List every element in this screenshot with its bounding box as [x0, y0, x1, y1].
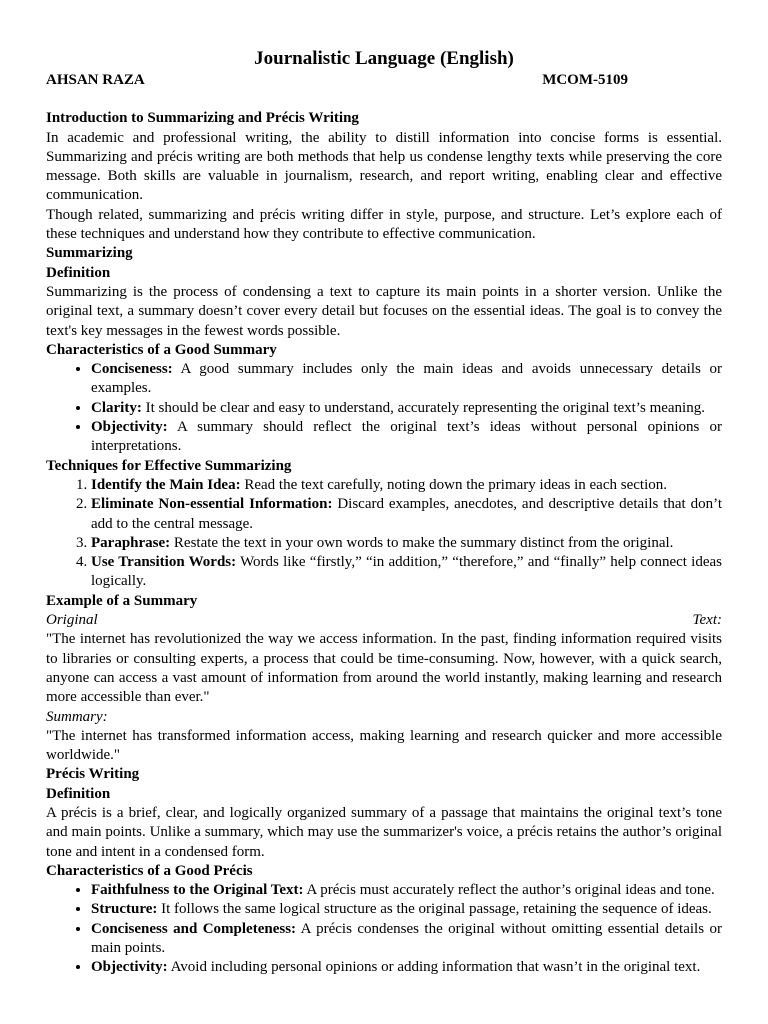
precis-definition-heading: Definition — [46, 785, 111, 802]
document-title: Journalistic Language (English) — [254, 48, 514, 69]
author-name: AHSAN RAZA — [46, 72, 145, 88]
summarizing-heading: Summarizing — [46, 245, 133, 262]
original-text-label: Original Text: — [46, 612, 722, 629]
list-item: • Objectivity: Avoid including personal opinions or adding information that wasn’t in the original text. — [91, 958, 722, 977]
course-code: MCOM-5109 — [542, 72, 628, 88]
list-item: • Objectivity: A summary should reflect the original text’s ideas without personal opinions or interpretations. — [91, 418, 722, 457]
precis-heading: Précis Writing — [46, 766, 140, 783]
list-item: • Structure: It follows the same logical structure as the original passage, retaining the sequence of ideas. — [91, 900, 722, 919]
document-page — [46, 46, 722, 978]
list-item: 3. Paraphrase: Restate the text in your own words to make the summary distinct from the original. — [91, 534, 722, 553]
precis-definition: A précis is a brief, clear, and logically organized summary of a passage that maintains the original text’s tone and main points. Unlike a summary, which may use the summarizer's voice, a précis retains the author’s original tone and intent in a condensed form. — [46, 804, 722, 860]
techniques-heading: Techniques for Effective Summarizing — [46, 457, 292, 474]
summarizing-definition-heading: Definition — [46, 264, 111, 281]
list-item: • Faithfulness to the Original Text: A précis must accurately reflect the author’s original ideas and tone. — [91, 881, 722, 900]
summarizing-definition: Summarizing is the process of condensing a text to capture its main points in a shorter version. Unlike the original text, a summary doesn’t cover every detail but focuses on the essential ideas. The goal is to convey the text's key messages in the fewest words possible. — [46, 283, 722, 339]
document-meta — [46, 71, 722, 90]
list-item: 2. Eliminate Non-essential Information: Discard examples, anecdotes, and descriptive details that don’t add to the central message. — [91, 495, 722, 534]
precis-characteristics-list — [46, 881, 722, 977]
techniques-list — [46, 476, 722, 592]
original-text: "The internet has revolutionized the way we access information. In the past, finding information required visits to libraries or consulting experts, a process that could be time-consuming. Now, however, with a quick search, anyone can access a vast amount of information from around the world instantly, making learning and research more accessible than ever." — [46, 631, 722, 706]
intro-paragraph-1: In academic and professional writing, the ability to distill information into concise forms is essential. Summarizing and précis writing are both methods that help us condense lengthy texts while preserving the core message. Both skills are valuable in journalism, research, and report writing, enabling clear and effective communication. — [46, 129, 722, 204]
summary-text: "The internet has transformed information access, making learning and research quicker and more accessible worldwide." — [46, 727, 722, 764]
precis-characteristics-heading: Characteristics of a Good Précis — [46, 862, 253, 879]
list-item: • Clarity: It should be clear and easy to understand, accurately representing the original text’s meaning. — [91, 399, 722, 418]
intro-heading: Introduction to Summarizing and Précis Writing — [46, 110, 359, 127]
list-item: 4. Use Transition Words: Words like “firstly,” “in addition,” “therefore,” and “finally” help connect ideas logically. — [91, 553, 722, 592]
list-item: • Conciseness and Completeness: A précis condenses the original without omitting essential details or main points. — [91, 920, 722, 959]
list-item: 1. Identify the Main Idea: Read the text carefully, noting down the primary ideas in each section. — [91, 476, 722, 495]
summary-characteristics-heading: Characteristics of a Good Summary — [46, 341, 277, 358]
example-heading: Example of a Summary — [46, 592, 198, 609]
summary-characteristics-list — [46, 360, 722, 456]
intro-paragraph-2: Though related, summarizing and précis writing differ in style, purpose, and structure. Let’s explore each of these techniques and understand how they contribute to effective communication. — [46, 206, 722, 243]
summary-label: Summary: — [46, 708, 108, 725]
list-item: • Conciseness: A good summary includes only the main ideas and avoids unnecessary details or examples. — [91, 360, 722, 399]
